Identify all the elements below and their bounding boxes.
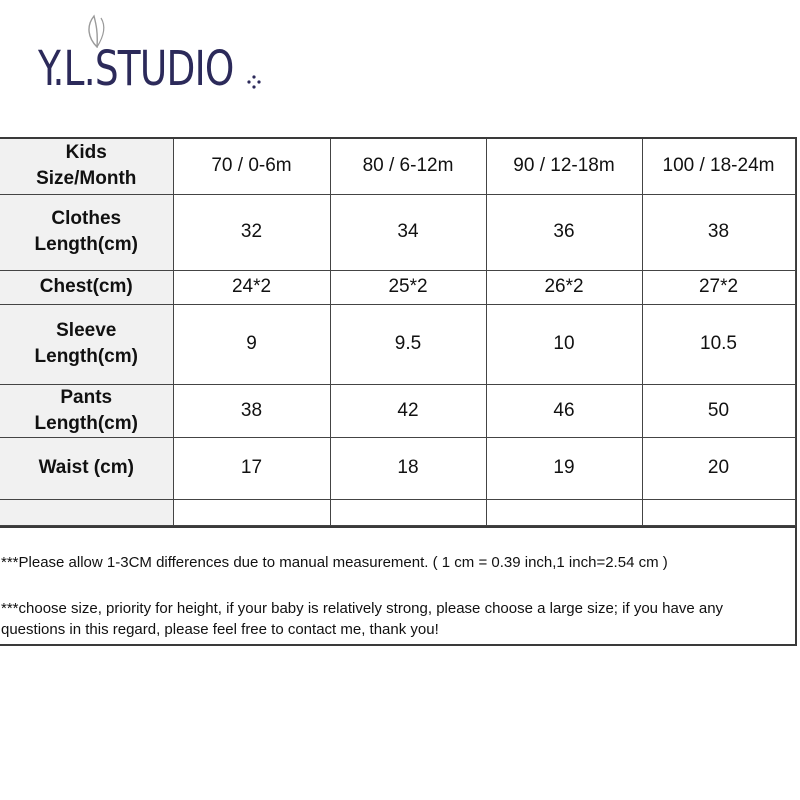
table-row xyxy=(0,384,795,437)
size-table xyxy=(0,139,796,526)
four-dots-icon xyxy=(244,72,264,92)
table-row xyxy=(0,437,795,499)
table-cell: 36 xyxy=(486,194,642,270)
notes-section xyxy=(0,526,795,644)
empty-cell xyxy=(0,499,173,525)
table-cell: 10.5 xyxy=(642,304,795,384)
empty-cell xyxy=(173,499,330,525)
table-cell: 24*2 xyxy=(173,270,330,304)
table-cell: 50 xyxy=(642,384,795,437)
row-label xyxy=(0,304,173,384)
row-label-line: Chest(cm) xyxy=(39,276,133,297)
table-cell: 26*2 xyxy=(486,270,642,304)
row-label-line: Length(cm) xyxy=(34,346,138,367)
row-label xyxy=(0,270,173,304)
size-advice-note: ***choose size, priority for height, if your baby is relatively strong, please choose a large size; if you have any questions in this regard, please feel free to contact me, thank you! xyxy=(1,599,724,638)
table-cell: 38 xyxy=(642,194,795,270)
row-label-line: Sleeve xyxy=(56,320,117,341)
table-cell: 38 xyxy=(173,384,330,437)
table-cell: 32 xyxy=(173,194,330,270)
size-chart xyxy=(0,137,797,646)
brand-logo xyxy=(38,14,258,97)
row-label-line: Pants xyxy=(60,386,113,408)
table-cell: 9.5 xyxy=(330,304,486,384)
table-cell: 25*2 xyxy=(330,270,486,304)
column-header: 70 / 0-6m xyxy=(173,139,330,194)
row-label xyxy=(0,437,173,499)
table-empty-row xyxy=(0,499,795,525)
table-cell: 19 xyxy=(486,437,642,499)
row-label-line: Clothes xyxy=(51,208,122,229)
row-label-line: Length(cm) xyxy=(34,412,138,434)
table-cell: 18 xyxy=(330,437,486,499)
table-cell: 20 xyxy=(642,437,795,499)
measurement-note: ***Please allow 1-3CM differences due to manual measurement. ( 1 cm = 0.39 inch,1 inch=2.54 cm ) xyxy=(1,553,668,571)
table-cell: 42 xyxy=(330,384,486,437)
table-row xyxy=(0,304,795,384)
table-row xyxy=(0,194,795,270)
logo-text: Y.L.STUDIO xyxy=(38,41,234,97)
header-corner-line: Size/Month xyxy=(36,168,137,190)
empty-cell xyxy=(486,499,642,525)
row-label-line: Waist (cm) xyxy=(38,457,134,478)
empty-cell xyxy=(330,499,486,525)
row-label-line: Length(cm) xyxy=(34,234,138,255)
header-corner-line: Kids xyxy=(65,142,107,164)
table-cell: 34 xyxy=(330,194,486,270)
table-cell: 27*2 xyxy=(642,270,795,304)
column-header: 80 / 6-12m xyxy=(330,139,486,194)
row-label xyxy=(0,194,173,270)
table-header-row xyxy=(0,139,795,194)
table-cell: 9 xyxy=(173,304,330,384)
table-row xyxy=(0,270,795,304)
table-cell: 17 xyxy=(173,437,330,499)
header-corner xyxy=(0,139,173,194)
column-header: 100 / 18-24m xyxy=(642,139,795,194)
column-header: 90 / 12-18m xyxy=(486,139,642,194)
empty-cell xyxy=(642,499,795,525)
row-label xyxy=(0,384,173,437)
table-cell: 10 xyxy=(486,304,642,384)
table-cell: 46 xyxy=(486,384,642,437)
